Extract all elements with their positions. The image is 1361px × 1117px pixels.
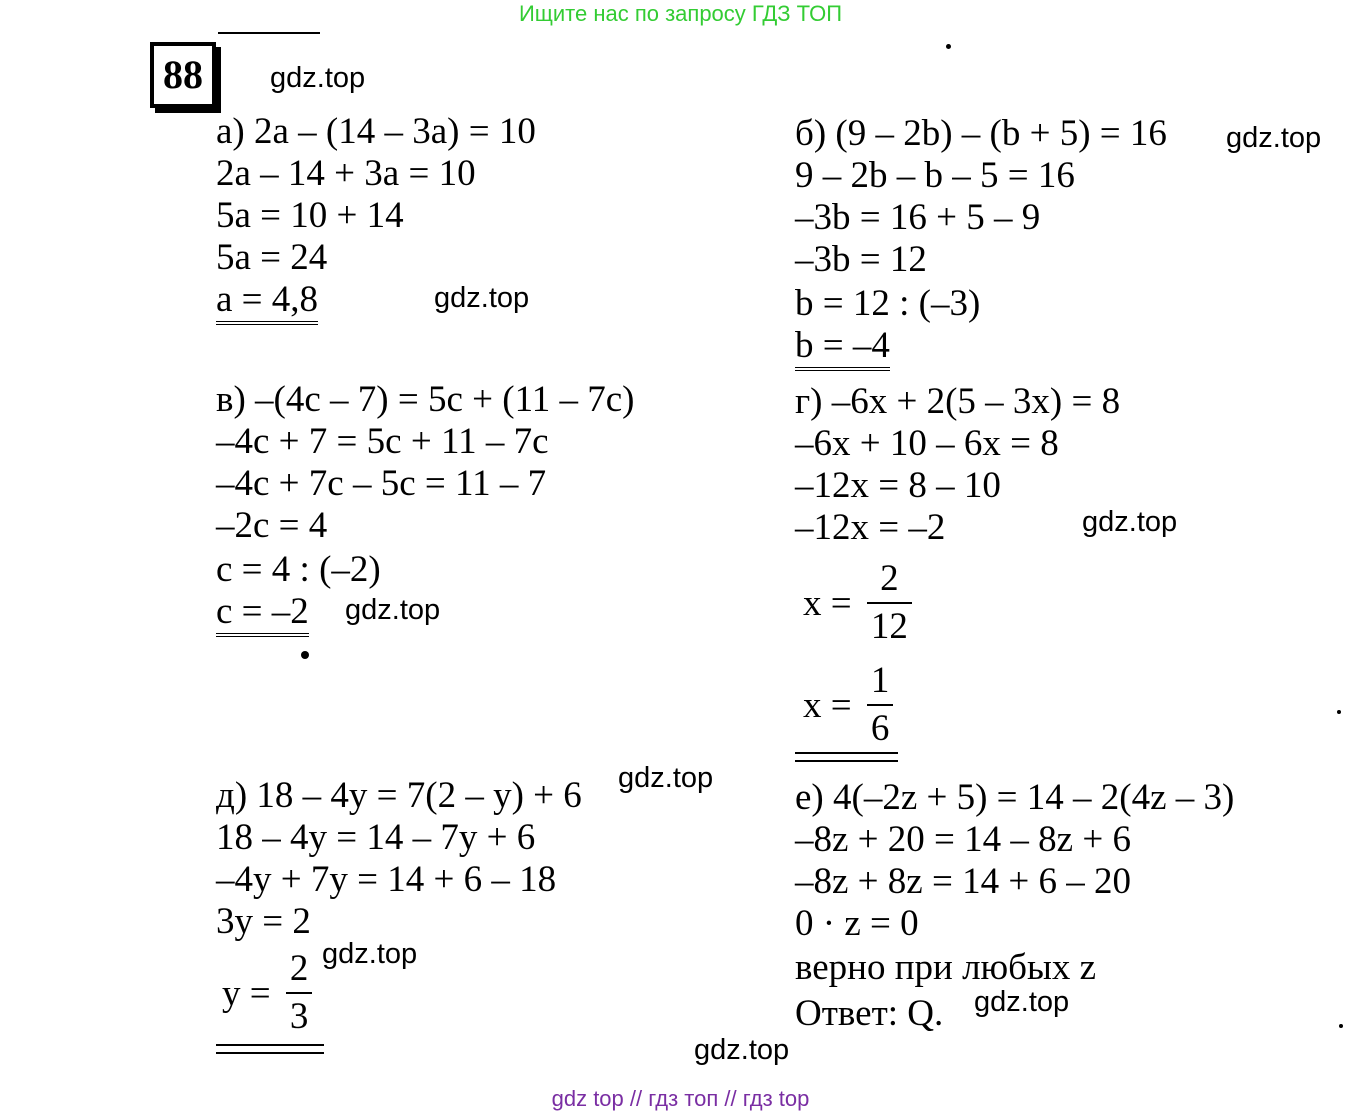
fraction-lhs: y = <box>222 972 271 1014</box>
watermark: gdz.top <box>345 594 441 626</box>
watermark: gdz.top <box>270 62 366 94</box>
fraction-denominator: 6 <box>870 708 890 749</box>
fraction-numerator: 2 <box>286 946 313 994</box>
speck <box>301 651 309 659</box>
part-a-line: 5a = 10 + 14 <box>216 195 404 236</box>
part-v-line: c = 4 : (–2) <box>216 549 381 590</box>
part-d-line: –4y + 7y = 14 + 6 – 18 <box>216 859 557 900</box>
part-b-line: –3b = 16 + 5 – 9 <box>795 197 1041 238</box>
fraction-lhs: x = <box>803 684 852 726</box>
part-v-answer: c = –2 <box>216 592 309 637</box>
fraction-denominator: 3 <box>289 996 309 1037</box>
speck <box>1339 1024 1343 1028</box>
part-d-line: 18 – 4y = 14 – 7y + 6 <box>216 817 536 858</box>
fraction <box>867 556 912 650</box>
fraction-lhs: x = <box>803 582 852 624</box>
part-b-line: –3b = 12 <box>795 239 927 280</box>
part-e-line: –8z + 8z = 14 + 6 – 20 <box>795 861 1131 902</box>
part-d-line: 3y = 2 <box>216 901 311 942</box>
fraction-numerator: 2 <box>867 556 912 604</box>
watermark: gdz.top <box>694 1034 790 1066</box>
top-rule <box>218 32 320 34</box>
part-e-line: е) 4(–2z + 5) = 14 – 2(4z – 3) <box>795 777 1235 818</box>
part-b-answer: b = –4 <box>795 326 890 371</box>
part-a-line: 2a – 14 + 3a = 10 <box>216 153 476 194</box>
fraction <box>867 658 894 752</box>
watermark: gdz.top <box>1082 506 1178 538</box>
fraction-denominator: 12 <box>870 606 908 647</box>
part-g-fraction <box>803 556 912 650</box>
part-g-line: г) –6x + 2(5 – 3x) = 8 <box>795 381 1121 422</box>
part-a-line: 5a = 24 <box>216 237 328 278</box>
watermark: gdz.top <box>322 938 418 970</box>
part-g-fraction <box>803 658 893 752</box>
part-v-line: –4c + 7c – 5c = 11 – 7 <box>216 463 547 504</box>
part-b-line: б) (9 – 2b) – (b + 5) = 16 <box>795 113 1167 154</box>
part-e-line: –8z + 20 = 14 – 8z + 6 <box>795 819 1131 860</box>
task-number-badge: 88 <box>150 42 216 108</box>
part-v-line: –4c + 7 = 5c + 11 – 7c <box>216 421 549 462</box>
part-d-fraction <box>222 946 312 1040</box>
part-g-line: –12x = 8 – 10 <box>795 465 1001 506</box>
part-b-line: 9 – 2b – b – 5 = 16 <box>795 155 1075 196</box>
fraction-numerator: 1 <box>867 658 894 706</box>
speck <box>946 44 951 49</box>
watermark: gdz.top <box>434 282 530 314</box>
part-g-line: –6x + 10 – 6x = 8 <box>795 423 1059 464</box>
part-v-line: –2c = 4 <box>216 505 328 546</box>
fraction <box>286 946 313 1040</box>
part-e-line: 0 · z = 0 <box>795 903 919 944</box>
watermark: gdz.top <box>974 986 1070 1018</box>
bottom-banner: gdz top // гдз топ // гдз top <box>551 1086 810 1111</box>
watermark: gdz.top <box>618 762 714 794</box>
part-b-line: b = 12 : (–3) <box>795 283 981 324</box>
top-banner: Ищите нас по запросу ГДЗ ТОП <box>518 1 843 26</box>
part-a-answer: a = 4,8 <box>216 280 318 325</box>
answer-underline <box>216 1044 324 1054</box>
watermark: gdz.top <box>1226 122 1322 154</box>
part-a-line: а) 2a – (14 – 3a) = 10 <box>216 111 536 152</box>
part-d-line: д) 18 – 4y = 7(2 – y) + 6 <box>216 775 582 816</box>
part-e-line: верно при любых z <box>795 947 1097 988</box>
speck <box>1337 710 1341 714</box>
part-v-line: в) –(4c – 7) = 5c + (11 – 7c) <box>216 379 635 420</box>
answer-underline <box>795 752 898 762</box>
part-e-answer: Ответ: Q. <box>795 993 944 1034</box>
part-g-line: –12x = –2 <box>795 507 946 548</box>
